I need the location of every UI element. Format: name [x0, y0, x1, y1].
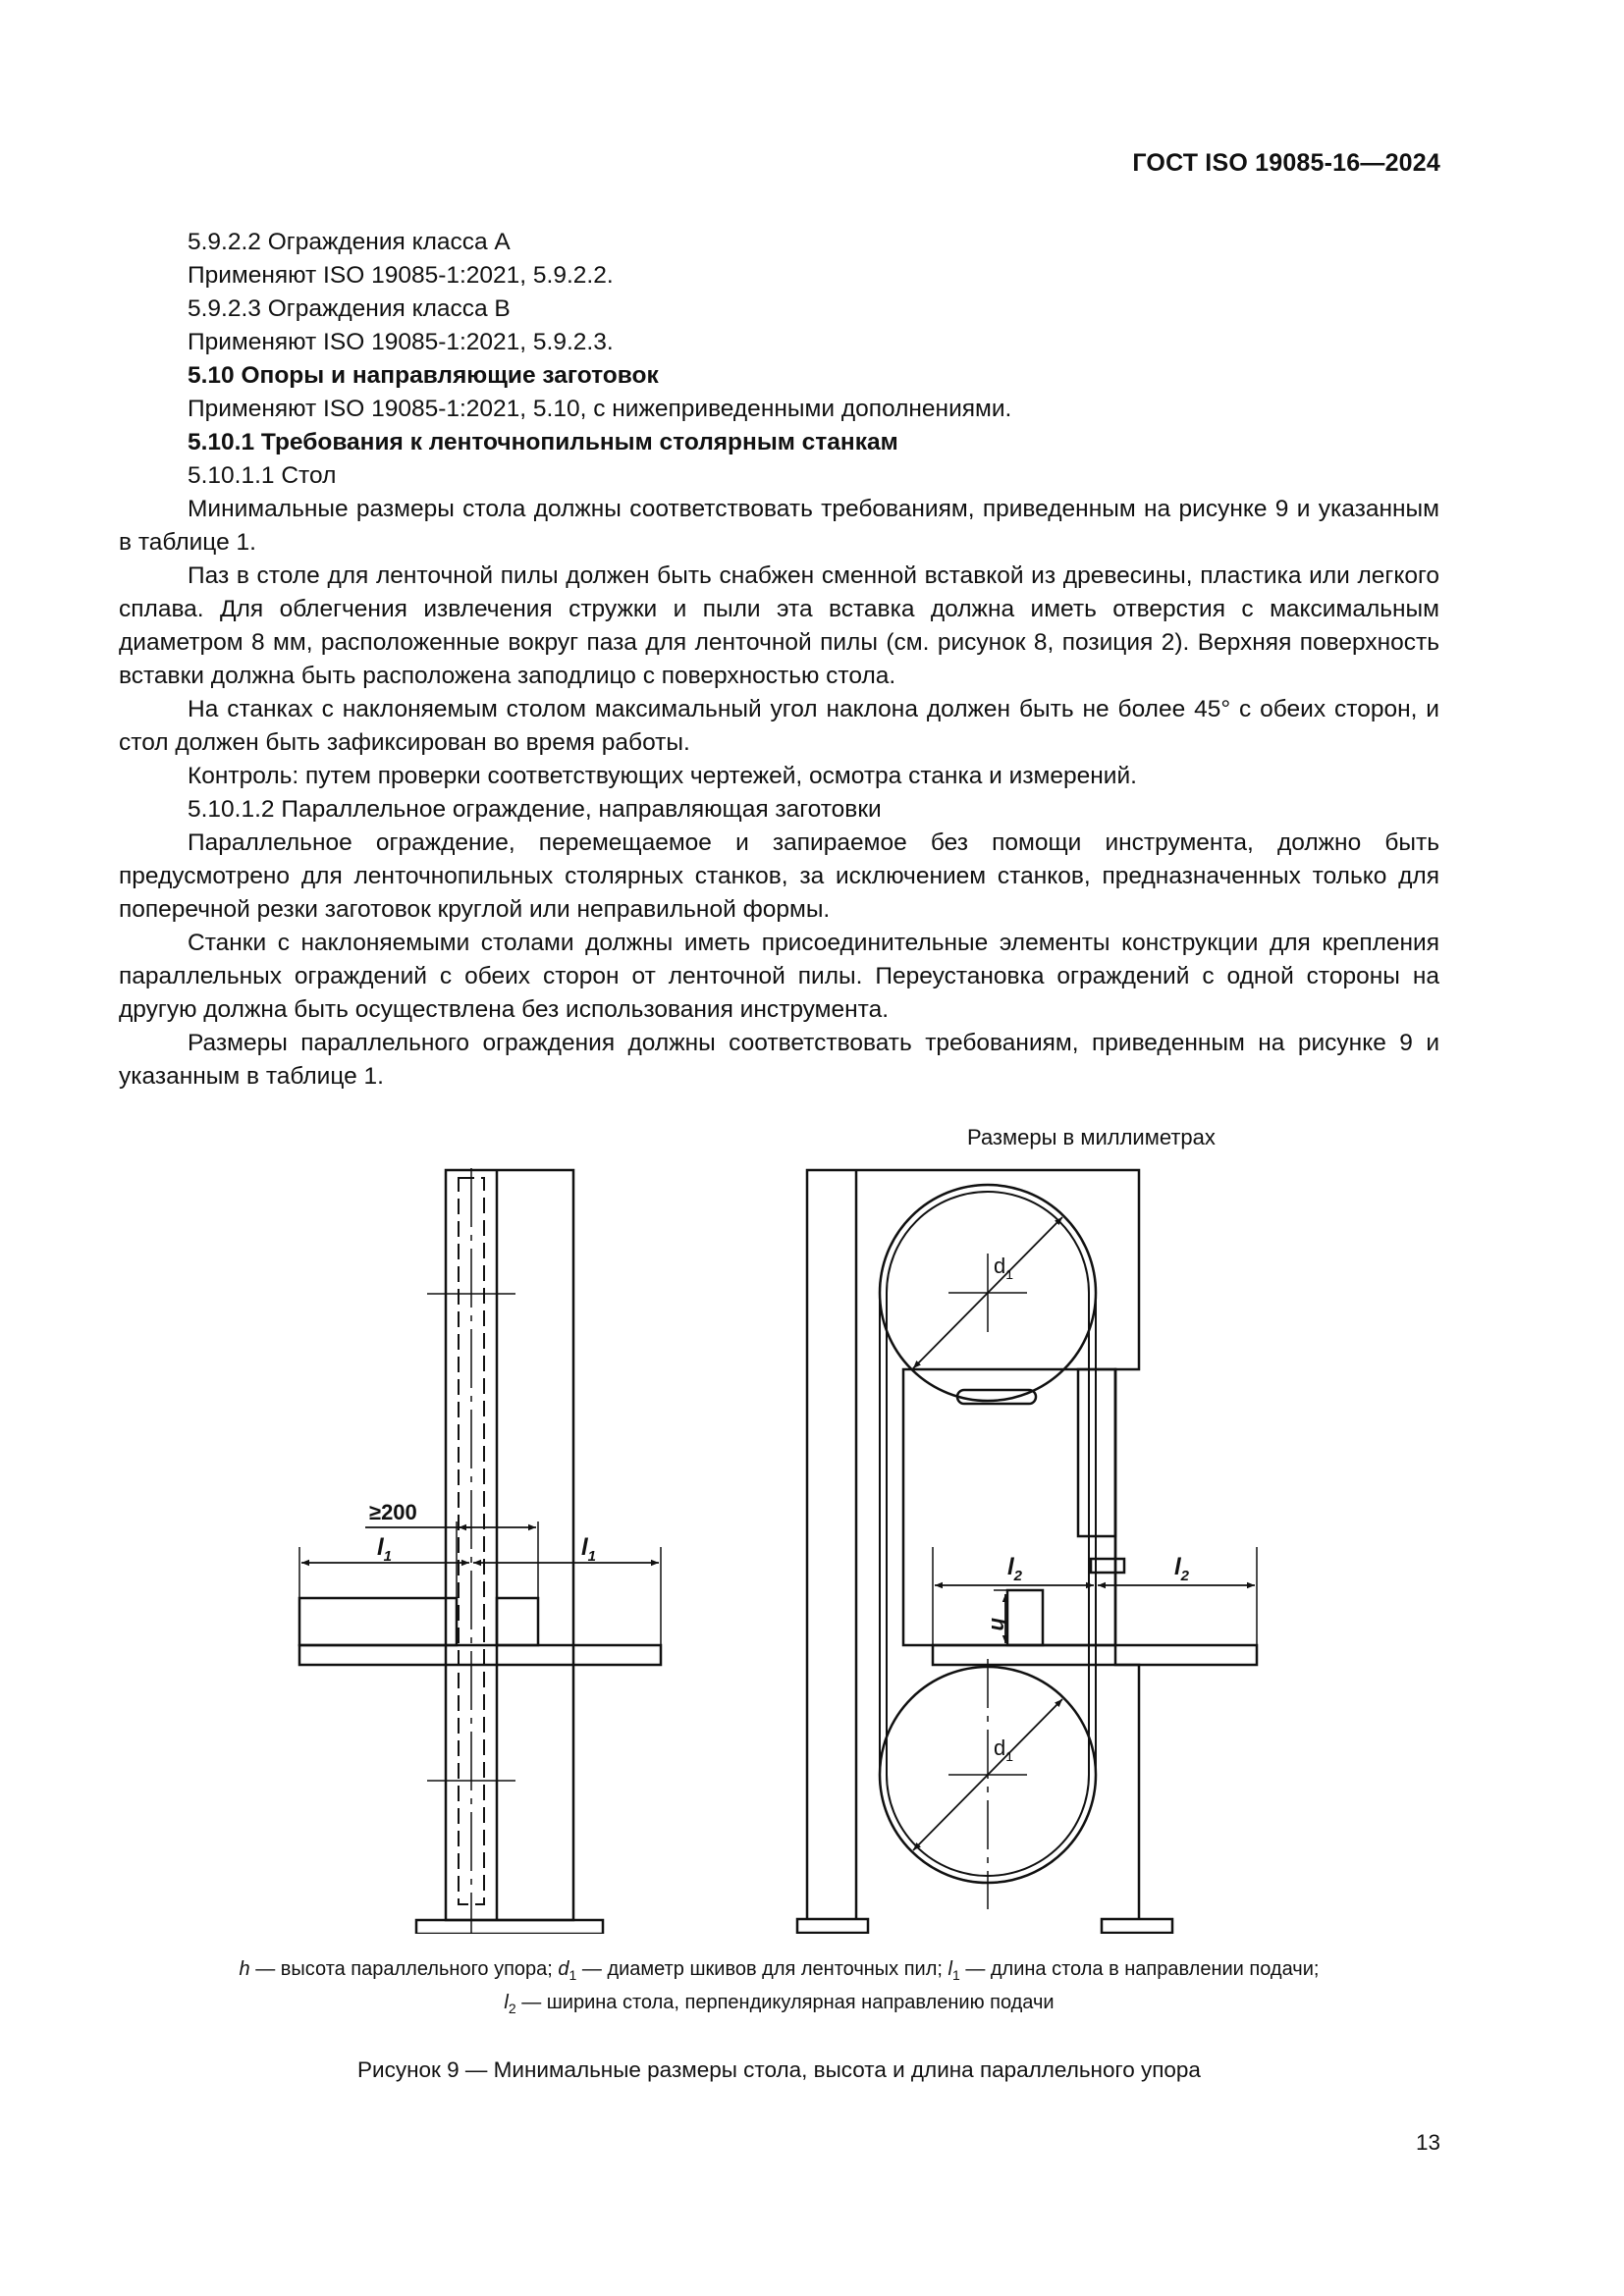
figure-legend: [119, 1955, 1439, 2022]
side-view: [299, 1168, 661, 1934]
dim-label-d1-upper: $d_1$: [994, 1254, 1014, 1282]
page-number: 13: [1415, 2130, 1440, 2155]
guide-slot: [957, 1390, 1036, 1404]
paragraph: Применяют ISO 19085-1:2021, 5.9.2.3.: [188, 329, 614, 355]
dim-label-l2-right: $l_2$: [1174, 1554, 1190, 1584]
fence-block: [299, 1598, 457, 1645]
fence-block-right: [497, 1598, 538, 1645]
column-outline: [446, 1170, 573, 1920]
side-view-labels: [369, 1500, 596, 1565]
paragraph: 5.9.2.3 Ограждения класса В: [188, 295, 511, 322]
table-top: [299, 1645, 661, 1665]
paragraph: Параллельное ограждение, перемещаемое и запираемое без помощи инструмента, должно быть предусмотрено для ленточнопильных столярных станков, за исключением станков, предназначенных только для поперечной резки заготовок круглой или неправильной формы.: [119, 829, 1439, 923]
section-heading: 5.10 Опоры и направляющие заготовок: [188, 362, 659, 389]
dim-label-h: h: [987, 1618, 1011, 1631]
paragraph: Паз в столе для ленточной пилы должен быть снабжен сменной вставкой из древесины, пластика или легкого сплава. Для облегчения извлечения стружки и пыли эта вставка должна иметь отверстия с максимальным диаметром 8 мм, расположенные вокруг паза для ленточной пилы (см. рисунок 8, позиция 2). Верхняя поверхность вставки должна быть расположена заподлицо с поверхностью стола.: [119, 562, 1439, 689]
fence-block: [1007, 1590, 1043, 1645]
base-foot: [797, 1919, 868, 1933]
dim-d1-upper: [913, 1217, 1062, 1368]
base-foot: [1102, 1919, 1172, 1933]
legend-line-2: $l_2$ — ширина стола, перпендикулярная направлению подачи: [504, 1992, 1055, 2016]
paragraph: Размеры параллельного ограждения должны соответствовать требованиям, приведенным на рисунке 9 и указанным в таблице 1.: [119, 1030, 1439, 1090]
paragraph: 5.10.1.2 Параллельное ограждение, направляющая заготовки: [188, 796, 882, 823]
paragraph: 5.10.1.1 Стол: [188, 462, 337, 489]
figure-caption: Рисунок 9 — Минимальные размеры стола, высота и длина параллельного упора: [357, 2057, 1201, 2082]
dim-label-l2-left: $l_2$: [1007, 1554, 1023, 1584]
figure-9-drawing: [275, 1158, 1276, 1934]
units-note: Размеры в миллиметрах: [967, 1125, 1216, 1149]
document-header: ГОСТ ISO 19085-16—2024: [1132, 149, 1440, 177]
body-text: [119, 226, 1439, 1094]
paragraph: Контроль: путем проверки соответствующих чертежей, осмотра станка и измерений.: [188, 763, 1137, 789]
front-view: [797, 1170, 1257, 1933]
dim-label-200: ≥200: [369, 1500, 417, 1524]
paragraph: 5.9.2.2 Ограждения класса А: [188, 229, 511, 255]
legend-line-1: h — высота параллельного упора; $d_1$ — диаметр шкивов для ленточных пил; $l_1$ — длина стола в направлении подачи;: [239, 1958, 1320, 1983]
paragraph: Применяют ISO 19085-1:2021, 5.9.2.2.: [188, 262, 614, 289]
paragraph: Станки с наклоняемыми столами должны иметь присоединительные элементы конструкции для крепления параллельных ограждений с обеих сторон от ленточной пилы. Переустановка ограждений с одной стороны на другую должна быть осуществлена без использования инструмента.: [119, 930, 1439, 1023]
section-heading: 5.10.1 Требования к ленточнопильным столярным станкам: [188, 429, 898, 455]
dim-label-l1-left: $l_1$: [377, 1534, 393, 1565]
paragraph: Применяют ISO 19085-1:2021, 5.10, с нижеприведенными дополнениями.: [188, 396, 1012, 422]
paragraph: На станках с наклоняемым столом максимальный угол наклона должен быть не более 45° с обеих сторон, и стол должен быть зафиксирован во время работы.: [119, 696, 1439, 756]
paragraph: Минимальные размеры стола должны соответствовать требованиям, приведенным на рисунке 9 и указанным в таблице 1.: [119, 496, 1439, 556]
base-plate: [416, 1920, 603, 1934]
dim-label-d1-lower: $d_1$: [994, 1735, 1014, 1764]
dim-label-l1-right: $l_1$: [581, 1534, 597, 1565]
upper-guard: [903, 1369, 1115, 1645]
